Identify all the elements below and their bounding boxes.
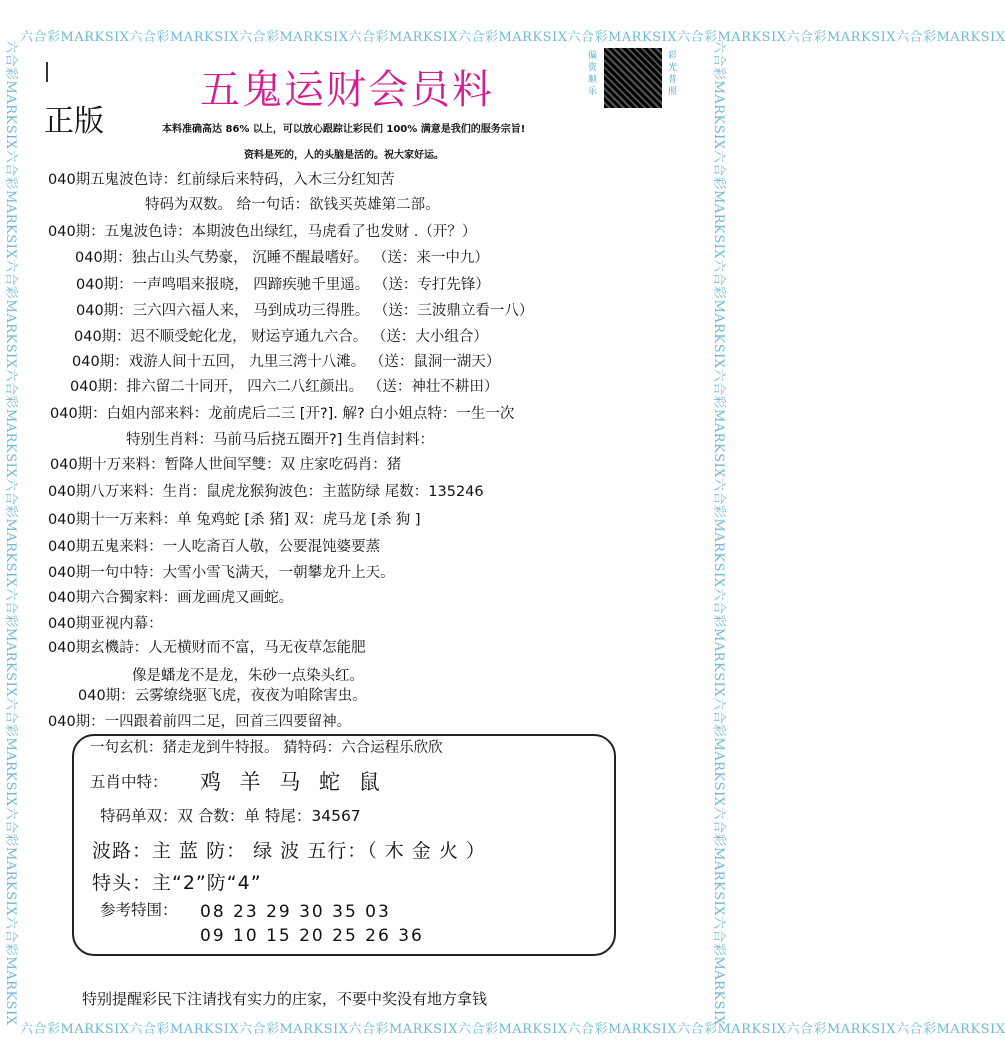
line-12: 040期亚视内幕： xyxy=(48,616,163,632)
qr-side-left: 偏资顺乐 xyxy=(588,51,598,97)
box-five-zodiac-label: 五肖中特： xyxy=(90,773,168,791)
line-13: 040期玄機詩：人无横财而不富，马无夜草怎能肥 xyxy=(48,640,366,656)
box-ref-label: 参考特围： xyxy=(100,901,178,919)
line-2: 特码为双数。 给一句话：欲钱买英雄第二部。 xyxy=(145,197,440,213)
poem-line-6: 040期：排六留二十同开， 四六二八红颜出。 （送：神壮不耕田） xyxy=(70,379,499,395)
line-15: 040期：云雾缭绕驱飞虎，夜夜为咱除害虫。 xyxy=(78,688,367,704)
brand-label: 正版 xyxy=(44,104,104,139)
poem-line-1: 040期：独占山头气势豪， 沉睡不醒最嗜好。 （送：来一中九） xyxy=(75,250,489,266)
line-16: 040期：一四跟着前四二足，回首三四要留神。 xyxy=(48,714,352,730)
watermark-left: 六合彩MARKSIX六合彩MARKSIX六合彩MARKSIX六合彩MARKSIX六合彩MARKSIX六合彩MARKSIX六合彩MARKSIX六合彩MARKSIX六合彩MARKSIX xyxy=(3,40,18,1026)
poem-line-2: 040期：一声鸣唱来报晓， 四蹄疾驰千里遥。 （送：专打先锋） xyxy=(76,277,490,293)
line-14: 像是蟠龙不是龙，朱砂一点染头红。 xyxy=(132,668,364,684)
line-8: 040期十一万来料：单 兔鸡蛇 [杀 猪] 双：虎马龙 [杀 狗 ] xyxy=(48,512,421,528)
line-6: 040期十万来料：暂降人世间罕雙：双 庄家吃码肖：猪 xyxy=(50,457,402,473)
watermark-bottom: 六合彩MARKSIX六合彩MARKSIX六合彩MARKSIX六合彩MARKSIX六合彩MARKSIX六合彩MARKSIX六合彩MARKSIX六合彩MARKSIX六合彩MARKSIX xyxy=(20,1022,1005,1037)
line-9: 040期五鬼来料：一人吃斋百人敬，公要混饨婆要蒸 xyxy=(48,539,381,555)
divider-bar xyxy=(46,62,48,82)
box-five-zodiac-value: 鸡 羊 马 蛇 鼠 xyxy=(200,770,386,794)
line-4: 040期：白姐内部来料：龙前虎后二三 [开?]. 解? 白小姐点特：一生一次 xyxy=(50,406,515,422)
poem-line-4: 040期：迟不顺受蛇化龙， 财运亨通九六合。 （送：大小组合） xyxy=(74,329,488,345)
box-line-3: 特码单双：双 合数：单 特尾：34567 xyxy=(100,807,361,825)
poem-line-3: 040期：三六四六福人来， 马到成功三得胜。 （送：三波鼎立看一八） xyxy=(76,303,534,319)
watermark-top: 六合彩MARKSIX六合彩MARKSIX六合彩MARKSIX六合彩MARKSIX六合彩MARKSIX六合彩MARKSIX六合彩MARKSIX六合彩MARKSIX六合彩MARKSIX xyxy=(20,30,1005,45)
qr-side-right: 彩光普照 xyxy=(668,51,678,97)
line-10: 040期一句中特：大雪小雪飞满天，一朝攀龙升上天。 xyxy=(48,565,395,581)
line-11: 040期六合獨家料：画龙画虎又画蛇。 xyxy=(48,590,294,606)
watermark-right: 六合彩MARKSIX六合彩MARKSIX六合彩MARKSIX六合彩MARKSIX六合彩MARKSIX六合彩MARKSIX六合彩MARKSIX六合彩MARKSIX六合彩MARKSIX xyxy=(711,40,726,1026)
box-ref-row-1: 08 23 29 30 35 03 xyxy=(200,902,391,922)
qr-code xyxy=(604,48,662,108)
box-line-4: 波路：主 蓝 防： 绿 波 五行：（ 木 金 火 ） xyxy=(92,840,486,862)
footer-notice: 特别提醒彩民下注请找有实力的庄家，不要中奖没有地方拿钱 xyxy=(82,990,488,1008)
box-line-1: 一句玄机：猪走龙到牛特报。 猜特码：六合运程乐欣欣 xyxy=(90,740,443,756)
tagline-2: 资料是死的，人的头脑是活的。祝大家好运。 xyxy=(244,150,444,161)
line-3: 040期：五鬼波色诗：本期波色出绿红，马虎看了也发财 .（开？） xyxy=(48,224,477,240)
page-title: 五鬼运财会员料 xyxy=(200,67,494,113)
line-7: 040期八万来料：生肖：鼠虎龙猴狗波色：主蓝防绿 尾数：135246 xyxy=(48,484,484,500)
box-line-5: 特头：主“2”防“4” xyxy=(92,872,262,894)
box-ref-row-2: 09 10 15 20 25 26 36 xyxy=(200,926,424,946)
tagline-1: 本料准确高达 86% 以上，可以放心跟踪让彩民们 100% 满意是我们的服务宗旨! xyxy=(162,124,526,135)
line-1: 040期五鬼波色诗：红前绿后来特码，入木三分红知苦 xyxy=(48,172,395,188)
poem-line-5: 040期：戏游人间十五回， 九里三湾十八滩。 （送：鼠洞一湖天） xyxy=(72,354,501,370)
line-5: 特别生肖料：马前马后挠五圈开?] 生肖信封料： xyxy=(126,432,434,448)
